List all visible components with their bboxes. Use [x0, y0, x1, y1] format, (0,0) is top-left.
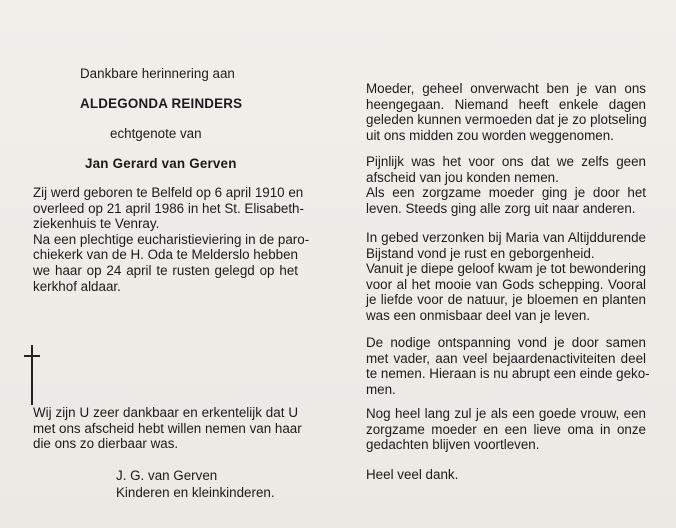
bio-line: Zij werd geboren te Belfeld op 6 april 1910 en — [33, 185, 304, 200]
text-line: te nemen. Hieraan is nu abrupt een einde geko- — [366, 366, 650, 382]
text-line: uit ons midden zou worden weggenomen. — [366, 127, 614, 143]
paragraph-remembrance — [366, 406, 646, 453]
text-line: Moeder, geheel onverwacht ben je van ons — [366, 81, 646, 96]
thanks-paragraph — [33, 405, 302, 452]
thanks-line: met ons afscheid hebt willen nemen van haar — [33, 420, 302, 436]
text-line: gedachten blijven voortleven. — [366, 437, 540, 453]
cross-symbol — [24, 345, 40, 405]
signature-name: J. G. van Gerven — [116, 468, 218, 483]
text-line: Pijnlijk was het voor ons dat we zelfs geen — [366, 154, 646, 169]
paragraph-relaxation — [366, 335, 650, 397]
spouse-name: Jan Gerard van Gerven — [85, 156, 237, 171]
text-line: Als een zorgzame moeder ging je door het — [366, 185, 646, 201]
signature-family: Kinderen en kleinkinderen. — [116, 485, 275, 500]
text-line: heengegaan. Niemand heeft enkele dagen — [366, 96, 646, 112]
deceased-name: ALDEGONDA REINDERS — [80, 96, 243, 111]
text-line: zorgzame moeder en een lieve oma in onze — [366, 421, 646, 437]
bio-line: chiekerk van de H. Oda te Melderslo hebben — [33, 247, 298, 263]
thanks-line: Wij zijn U zeer dankbaar en erkentelijk dat U — [33, 405, 298, 420]
bio-line: overleed op 21 april 1986 in het St. Elisabeth- — [33, 200, 304, 216]
text-line: De nodige ontspanning vond je door samen — [366, 335, 646, 350]
spouse-intro: echtgenote van — [110, 126, 202, 141]
bio-line: kerkhof aldaar. — [33, 278, 121, 294]
text-line: was een onmisbaar deel van je leven. — [366, 307, 591, 323]
text-line: Bijstand vond je rust en geborgenheid. — [366, 245, 595, 261]
remembrance-heading: Dankbare herinnering aan — [80, 66, 235, 81]
paragraph-faith-nature — [366, 230, 646, 324]
text-line: afscheid van jou konden nemen. — [366, 169, 559, 185]
text-line: Nog heel lang zul je als een goede vrouw, een — [366, 406, 646, 421]
text-line: In gebed verzonken bij Maria van Altijddurende — [366, 230, 646, 245]
bio-line: we haar op 24 april te rusten gelegd op het — [33, 262, 298, 278]
text-line: voor al het mooie van Gods schepping. Vooral — [366, 276, 646, 292]
biography-paragraph — [33, 185, 310, 294]
bio-line: Na een plechtige eucharistieviering in de paro- — [33, 231, 310, 247]
paragraph-sudden-passing — [366, 81, 646, 143]
text-line: leven. Steeds ging alle zorg uit naar anderen. — [366, 200, 636, 216]
text-line: Vanuit je diepe geloof kwam je tot bewondering — [366, 261, 646, 277]
text-line: met vader, aan veel bejaardenactiviteiten deel — [366, 350, 646, 366]
text-line: men. — [366, 381, 396, 397]
bio-line: ziekenhuis te Venray. — [33, 216, 160, 232]
closing-thanks: Heel veel dank. — [366, 467, 459, 482]
text-line: geleden kunnen vermoeden dat je zo plotseling — [366, 112, 647, 128]
text-line: je liefde voor de natuur, je bloemen en planten — [366, 292, 646, 308]
thanks-line: die ons zo dierbaar was. — [33, 436, 179, 452]
paragraph-caring-mother — [366, 154, 646, 216]
